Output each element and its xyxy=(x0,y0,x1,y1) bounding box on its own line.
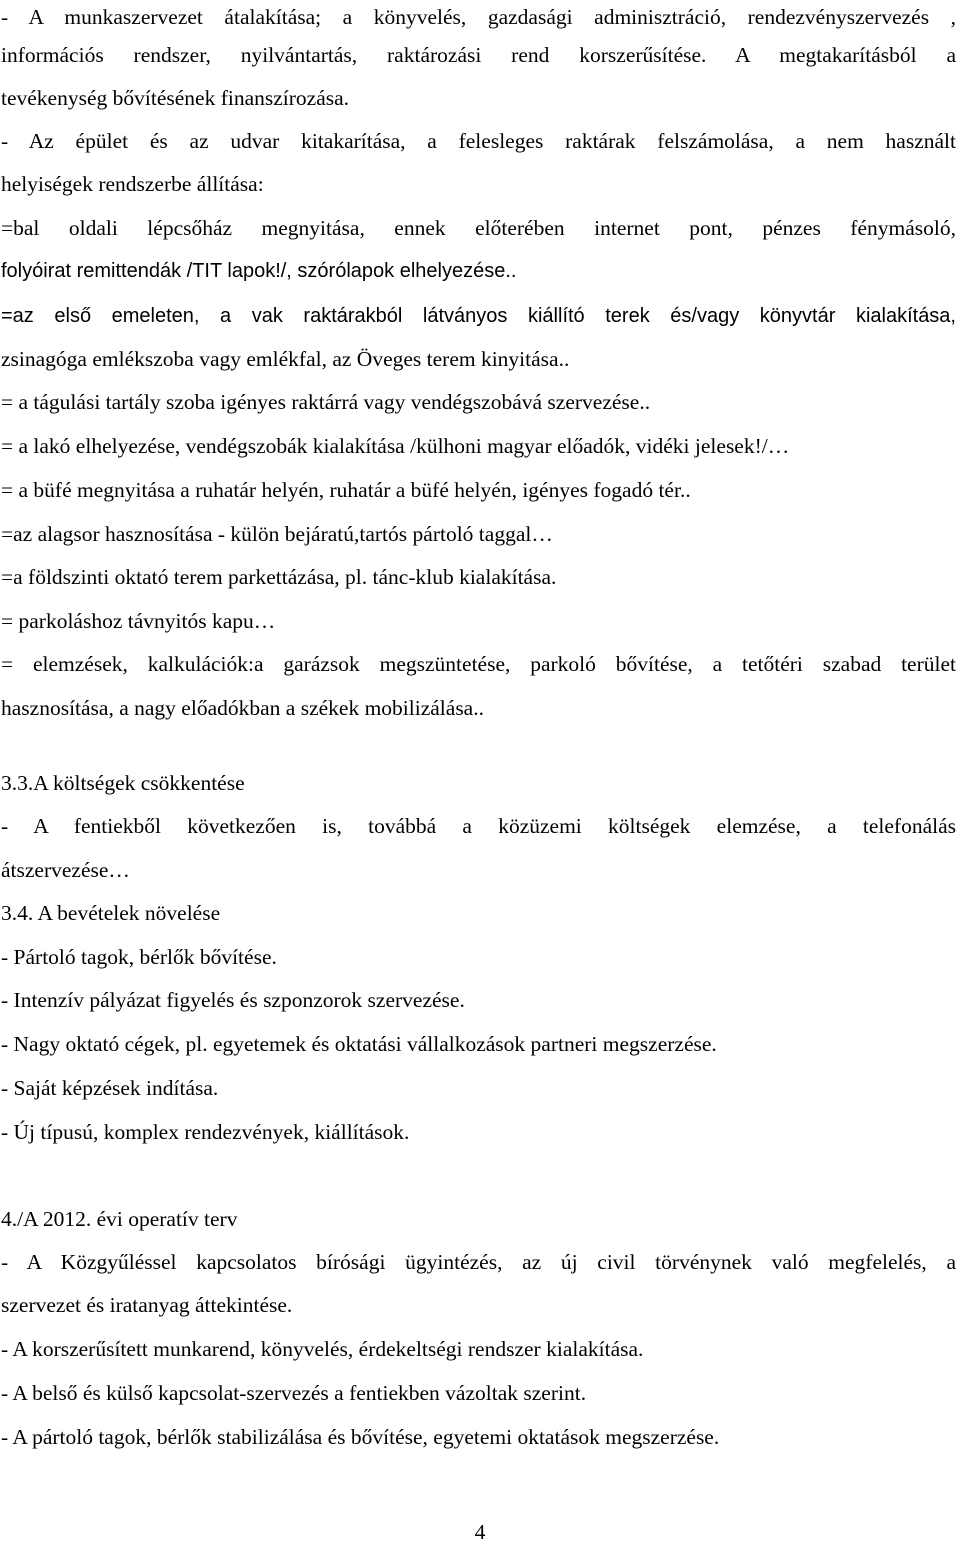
text-line: - A munkaszervezet átalakítása; a könyvelés, gazdasági adminisztráció, rendezvényszervezés , xyxy=(1,5,956,29)
text-line: = elemzések, kalkulációk:a garázsok megszüntetése, parkoló bővítése, a tetőtéri szabad terület xyxy=(1,652,956,676)
text-line: hasznosítása, a nagy előadókban a székek mobilizálása.. xyxy=(1,696,484,720)
text-line: - A belső és külső kapcsolat-szervezés a fentiekben vázoltak szerint. xyxy=(1,1381,587,1405)
text-line: = a büfé megnyitása a ruhatár helyén, ruhatár a büfé helyén, igényes fogadó tér.. xyxy=(1,478,691,502)
text-line: - Intenzív pályázat figyelés és szponzorok szervezése. xyxy=(1,988,465,1012)
text-line: - Az épület és az udvar kitakarítása, a felesleges raktárak felszámolása, a nem használt xyxy=(1,129,956,153)
section-heading: 4./A 2012. évi operatív terv xyxy=(1,1207,238,1231)
text-line: - Nagy oktató cégek, pl. egyetemek és oktatási vállalkozások partneri megszerzése. xyxy=(1,1032,717,1056)
text-line: - Saját képzések indítása. xyxy=(1,1076,219,1100)
text-line: - A Közgyűléssel kapcsolatos bírósági ügyintézés, az új civil törvénynek való megfelelés, a xyxy=(1,1250,956,1274)
text-line: =bal oldali lépcsőház megnyitása, ennek előterében internet pont, pénzes fénymásoló, xyxy=(1,216,956,240)
section-heading: 3.4. A bevételek növelése xyxy=(1,901,221,925)
text-line: folyóirat remittendák /TIT lapok!/, szórólapok elhelyezése.. xyxy=(1,260,517,282)
text-line: =az első emeleten, a vak raktárakból látványos kiállító terek és/vagy könyvtár kialakítása, xyxy=(1,305,956,327)
text-line: tevékenység bővítésének finanszírozása. xyxy=(1,86,350,110)
section-heading: 3.3.A költségek csökkentése xyxy=(1,771,245,795)
text-line: - Pártoló tagok, bérlők bővítése. xyxy=(1,945,277,969)
text-line: - Új típusú, komplex rendezvények, kiállítások. xyxy=(1,1120,410,1144)
text-line: szervezet és iratanyag áttekintése. xyxy=(1,1293,293,1317)
text-line: átszervezése… xyxy=(1,858,130,882)
text-line: információs rendszer, nyilvántartás, raktározási rend korszerűsítése. A megtakarításból a xyxy=(1,43,956,67)
text-line: - A korszerűsített munkarend, könyvelés, érdekeltségi rendszer kialakítása. xyxy=(1,1337,644,1361)
text-line: - A pártoló tagok, bérlők stabilizálása és bővítése, egyetemi oktatások megszerzése. xyxy=(1,1425,720,1449)
text-line: - A fentiekből következően is, továbbá a közüzemi költségek elemzése, a telefonálás xyxy=(1,814,956,838)
page-number: 4 xyxy=(474,1520,486,1544)
text-line: = a tágulási tartály szoba igényes raktárrá vagy vendégszobává szervezése.. xyxy=(1,390,651,414)
text-line: =az alagsor hasznosítása - külön bejáratú,tartós pártoló taggal… xyxy=(1,522,553,546)
text-line: =a földszinti oktató terem parkettázása, pl. tánc-klub kialakítása. xyxy=(1,565,557,589)
text-line: zsinagóga emlékszoba vagy emlékfal, az Öveges terem kinyitása.. xyxy=(1,347,570,371)
text-line: = a lakó elhelyezése, vendégszobák kialakítása /külhoni magyar előadók, vidéki jelesek!/… xyxy=(1,434,790,458)
text-line: helyiségek rendszerbe állítása: xyxy=(1,172,264,196)
text-line: = parkoláshoz távnyitós kapu… xyxy=(1,609,276,633)
